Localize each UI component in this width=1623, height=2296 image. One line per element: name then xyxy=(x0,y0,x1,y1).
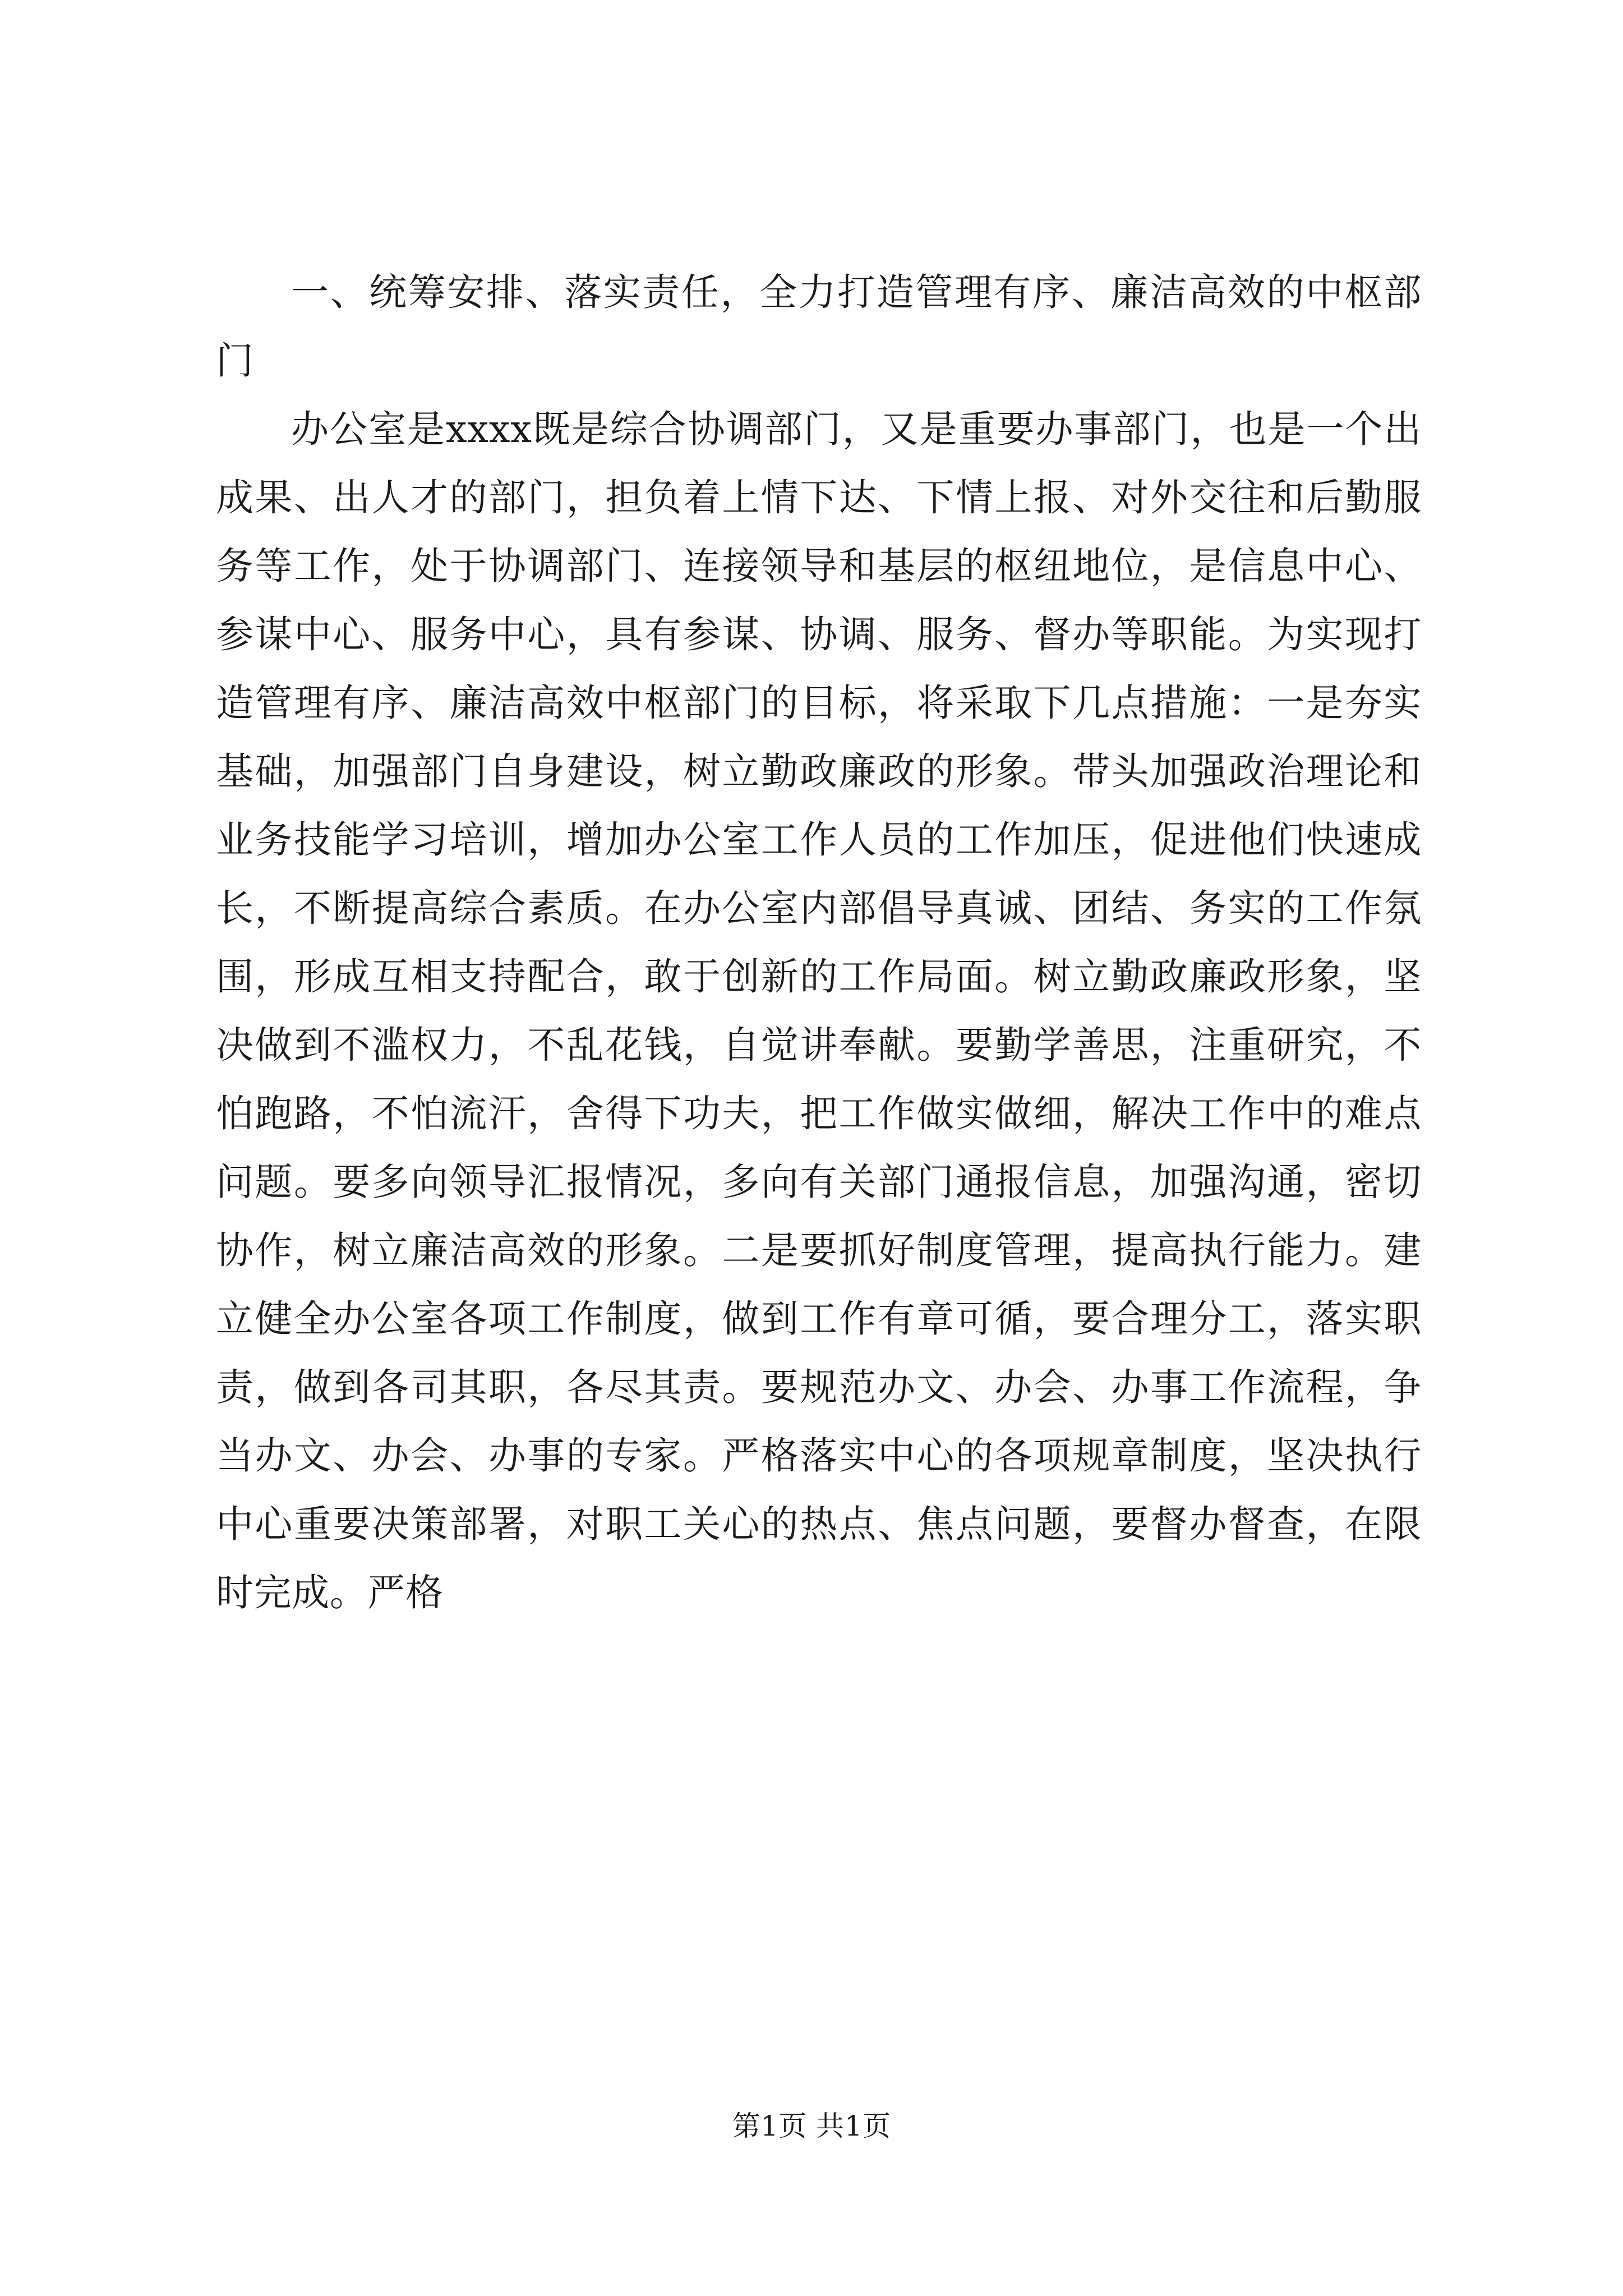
section-heading: 一、统筹安排、落实责任，全力打造管理有序、廉洁高效的中枢部门 xyxy=(216,270,1422,383)
page-footer: 第1页 共1页 xyxy=(732,2110,891,2142)
document-body xyxy=(216,258,1422,1627)
body-paragraph: 办公室是xxxx既是综合协调部门，又是重要办事部门，也是一个出成果、出人才的部门，担负着上情下达、下情上报、对外交往和后勤服务等工作，处于协调部门、连接领导和基层的枢纽地位，是信息中心、参谋中心、服务中心，具有参谋、协调、服务、督办等职能。为实现打造管理有序、廉洁高效中枢部门的目标，将采取下几点措施：一是夯实基础，加强部门自身建设，树立勤政廉政的形象。带头加强政治理论和业务技能学习培训，增加办公室工作人员的工作加压，促进他们快速成长，不断提高综合素质。在办公室内部倡导真诚、团结、务实的工作氛围，形成互相支持配合，敢于创新的工作局面。树立勤政廉政形象，坚决做到不滥权力，不乱花钱，自觉讲奉献。要勤学善思，注重研究，不怕跑路，不怕流汗，舍得下功夫，把工作做实做细，解决工作中的难点问题。要多向领导汇报情况，多向有关部门通报信息，加强沟通，密切协作，树立廉洁高效的形象。二是要抓好制度管理，提高执行能力。建立健全办公室各项工作制度，做到工作有章可循，要合理分工，落实职责，做到各司其职，各尽其责。要规范办文、办会、办事工作流程，争当办文、办会、办事的专家。严格落实中心的各项规章制度，坚决执行中心重要决策部署，对职工关心的热点、焦点问题，要督办督查，在限时完成。严格 xyxy=(216,407,1422,1614)
